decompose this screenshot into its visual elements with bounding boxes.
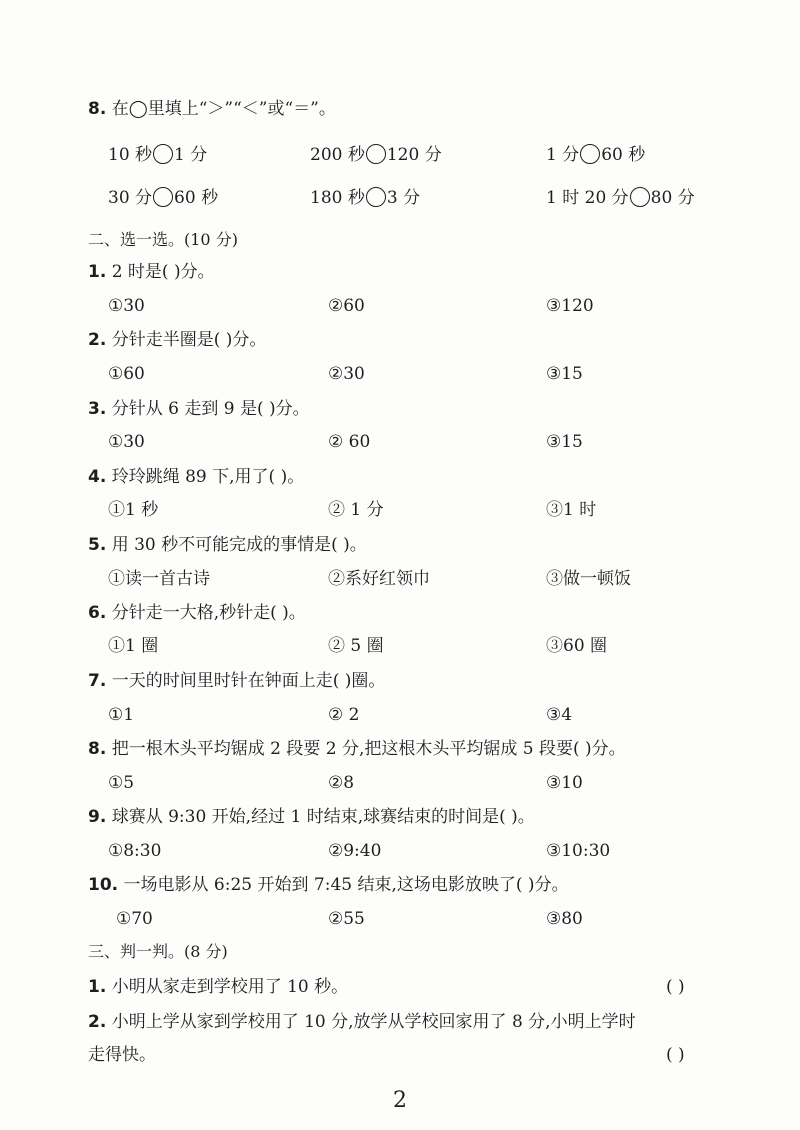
- option[interactable]: ③10:30: [546, 841, 611, 861]
- question-text: 2 时是( )分。: [111, 262, 215, 282]
- question-text: 用 30 秒不可能完成的事情是( )。: [111, 535, 367, 555]
- option[interactable]: ③做一顿饭: [546, 569, 631, 589]
- question-number: 2.: [88, 330, 107, 350]
- answer-circle[interactable]: [153, 187, 173, 207]
- option[interactable]: ①70: [116, 909, 153, 929]
- answer-blank[interactable]: ( ): [666, 1045, 685, 1065]
- compare-item: [310, 186, 420, 210]
- question: [88, 601, 306, 625]
- option[interactable]: ③15: [546, 364, 583, 384]
- option[interactable]: ①60: [108, 364, 145, 384]
- option[interactable]: ③60 圈: [546, 636, 608, 656]
- option[interactable]: ①5: [108, 773, 135, 793]
- question-number: 4.: [88, 467, 107, 487]
- answer-circle[interactable]: [366, 144, 386, 164]
- option[interactable]: ②系好红领巾: [328, 569, 430, 589]
- compare-left: 200 秒: [310, 145, 365, 165]
- answer-circle[interactable]: [630, 187, 650, 207]
- question-text: 小明从家走到学校用了 10 秒。: [111, 977, 349, 997]
- question: [88, 737, 626, 761]
- option[interactable]: ①30: [108, 296, 145, 316]
- compare-left: 30 分: [108, 188, 153, 208]
- option[interactable]: ①1 圈: [108, 636, 159, 656]
- compare-left: 10 秒: [108, 145, 153, 165]
- q8-number: 8.: [88, 99, 107, 119]
- question-text: 分针走半圈是( )分。: [111, 330, 267, 350]
- question-continuation: 走得快。: [88, 1045, 156, 1065]
- answer-blank[interactable]: ( ): [666, 977, 685, 997]
- section-title: 三、判一判。(8 分): [88, 942, 228, 961]
- question-number: 10.: [88, 875, 119, 895]
- question: [88, 465, 304, 489]
- question-text: 玲玲跳绳 89 下,用了( )。: [111, 467, 305, 487]
- question-text: 一天的时间里时针在钟面上走( )圈。: [111, 671, 386, 691]
- option[interactable]: ②60: [328, 296, 365, 316]
- option[interactable]: ①1 秒: [108, 500, 159, 520]
- option[interactable]: ③1 时: [546, 500, 597, 520]
- answer-circle[interactable]: [580, 144, 600, 164]
- question-text: 一场电影从 6:25 开始到 7:45 结束,这场电影放映了( )分。: [123, 875, 569, 895]
- option[interactable]: ③80: [546, 909, 583, 929]
- question: [88, 805, 535, 829]
- q8-heading: [88, 97, 336, 121]
- question-number: 1.: [88, 262, 107, 282]
- question-number: 7.: [88, 671, 107, 691]
- question: [88, 328, 266, 352]
- option[interactable]: ③10: [546, 773, 583, 793]
- option[interactable]: ①30: [108, 432, 145, 452]
- option[interactable]: ② 1 分: [328, 500, 384, 520]
- compare-item: [546, 143, 645, 167]
- option[interactable]: ② 5 圈: [328, 636, 384, 656]
- compare-right: 60 秒: [174, 188, 219, 208]
- question-number: 3.: [88, 399, 107, 419]
- compare-item: [108, 143, 207, 167]
- question-text: 分针从 6 走到 9 是( )分。: [111, 399, 310, 419]
- compare-item: [546, 186, 695, 210]
- compare-left: 1 分: [546, 145, 580, 165]
- option[interactable]: ② 60: [328, 432, 371, 452]
- option[interactable]: ②30: [328, 364, 365, 384]
- compare-right: 120 分: [386, 145, 442, 165]
- question-number: 2.: [88, 1012, 107, 1032]
- question: [88, 397, 310, 421]
- option[interactable]: ③120: [546, 296, 594, 316]
- option[interactable]: ①8:30: [108, 841, 162, 861]
- question-number: 8.: [88, 739, 107, 759]
- option[interactable]: ②8: [328, 773, 355, 793]
- question-text: 球赛从 9:30 开始,经过 1 时结束,球赛结束的时间是( )。: [111, 807, 535, 827]
- option[interactable]: ③4: [546, 705, 573, 725]
- question: [88, 873, 569, 897]
- question-number: 5.: [88, 535, 107, 555]
- answer-circle[interactable]: [366, 187, 386, 207]
- question: [88, 260, 215, 284]
- compare-left: 1 时 20 分: [546, 188, 629, 208]
- question-text: 把一根木头平均锯成 2 段要 2 分,把这根木头平均锯成 5 段要( )分。: [111, 739, 626, 759]
- compare-right: 60 秒: [601, 145, 646, 165]
- option[interactable]: ①1: [108, 705, 135, 725]
- option[interactable]: ② 2: [328, 705, 360, 725]
- q8-prompt: 在◯里填上“＞”“＜”或“＝”。: [111, 99, 336, 119]
- compare-right: 3 分: [386, 188, 421, 208]
- question-number: 9.: [88, 807, 107, 827]
- option[interactable]: ②55: [328, 909, 365, 929]
- question: [88, 533, 367, 557]
- option[interactable]: ②9:40: [328, 841, 382, 861]
- section-title: 二、选一选。(10 分): [88, 230, 238, 249]
- compare-item: [108, 186, 218, 210]
- compare-right: 80 分: [650, 188, 695, 208]
- question: [88, 975, 348, 999]
- page-number: 2: [393, 1088, 407, 1113]
- question: [88, 669, 385, 693]
- question-text: 小明上学从家到学校用了 10 分,放学从学校回家用了 8 分,小明上学时: [111, 1012, 636, 1032]
- question: [88, 1010, 636, 1034]
- compare-right: 1 分: [174, 145, 208, 165]
- answer-circle[interactable]: [153, 144, 173, 164]
- compare-left: 180 秒: [310, 188, 365, 208]
- option[interactable]: ①读一首古诗: [108, 569, 210, 589]
- question-number: 6.: [88, 603, 107, 623]
- question-text: 分针走一大格,秒针走( )。: [111, 603, 306, 623]
- question-number: 1.: [88, 977, 107, 997]
- option[interactable]: ③15: [546, 432, 583, 452]
- compare-item: [310, 143, 442, 167]
